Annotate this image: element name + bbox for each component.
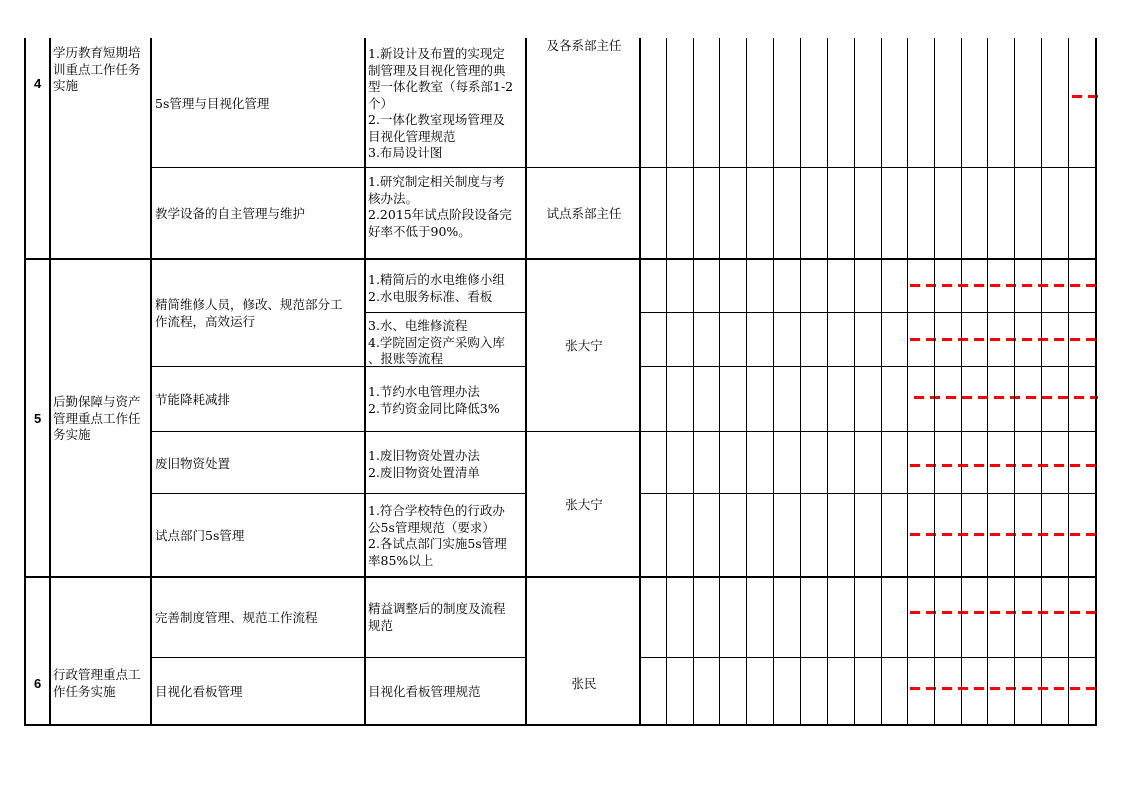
task-cell: 完善制度管理、规范工作流程 <box>155 610 318 625</box>
grid-line <box>150 167 1097 168</box>
output-cell: 1.研究制定相关制度与考 核办法。 2.2015年试点阶段设备完 好率不低于90%。 <box>368 174 512 239</box>
grid-line <box>150 657 526 658</box>
task-cell: 5s管理与目视化管理 <box>155 96 270 111</box>
output-cell: 3.水、电维修流程 4.学院固定资产采购入库 、报账等流程 <box>368 318 505 366</box>
task-cell: 目视化看板管理 <box>155 684 243 699</box>
task-cell: 废旧物资处置 <box>155 456 231 471</box>
grid-line <box>525 38 527 725</box>
grid-line <box>364 38 366 725</box>
row-number: 4 <box>34 76 42 91</box>
grid-line <box>773 38 774 725</box>
category-cell: 学历教育短期培 训重点工作任务 实施 <box>53 45 141 93</box>
grid-line <box>639 38 641 725</box>
grid-line <box>854 38 855 725</box>
grid-line <box>987 38 988 725</box>
grid-line <box>800 38 801 725</box>
grid-line <box>881 38 882 725</box>
category-cell: 行政管理重点工 作任务实施 <box>53 667 141 699</box>
schedule-bar <box>914 396 1098 399</box>
task-cell: 教学设备的自主管理与维护 <box>155 206 306 221</box>
owner-cell: 张大宁 <box>565 497 603 512</box>
schedule-bar <box>1072 95 1098 98</box>
grid-line <box>827 38 828 725</box>
grid-line <box>150 493 526 494</box>
task-cell: 节能降耗减排 <box>155 392 231 407</box>
grid-line <box>1068 38 1069 725</box>
schedule-bar <box>910 338 1098 341</box>
grid-line <box>639 366 1097 367</box>
output-cell: 1.精简后的水电维修小组 2.水电服务标准、看板 <box>368 272 505 304</box>
grid-line <box>746 38 747 725</box>
owner-cell: 张大宁 <box>565 338 603 353</box>
grid-line <box>150 431 1097 432</box>
grid-line <box>934 38 935 725</box>
grid-line <box>24 576 1097 578</box>
owner-cell: 张民 <box>571 676 597 691</box>
grid-line <box>639 657 1097 658</box>
schedule-bar <box>910 464 1098 467</box>
owner-cell: 及各系部主任 <box>546 38 622 53</box>
grid-line <box>666 38 667 725</box>
row-number: 6 <box>34 676 42 691</box>
grid-line <box>150 38 152 725</box>
grid-line <box>24 38 26 725</box>
output-cell: 目视化看板管理规范 <box>368 684 481 699</box>
owner-cell: 试点系部主任 <box>546 206 622 221</box>
grid-line <box>639 312 1097 313</box>
row-number: 5 <box>34 411 42 426</box>
task-cell: 精简维修人员，修改、规范部分工 作流程，高效运行 <box>155 297 343 329</box>
grid-line <box>719 38 720 725</box>
schedule-bar <box>910 611 1098 614</box>
grid-line <box>364 312 526 313</box>
grid-line <box>24 258 1097 260</box>
grid-line <box>24 724 1097 726</box>
output-cell: 1.新设计及布置的实现定 制管理及目视化管理的典 型一体化教室（每系部1-2 个） 2.一体化教室现场管理及 目视化管理规范 3.布局设计图 <box>368 46 514 160</box>
category-cell: 后勤保障与资产 管理重点工作任 务实施 <box>53 394 141 442</box>
grid-line <box>1095 38 1097 725</box>
grid-line <box>961 38 962 725</box>
grid-line <box>907 38 908 725</box>
output-cell: 1.节约水电管理办法 2.节约资金同比降低3% <box>368 384 500 416</box>
output-cell: 1.废旧物资处置办法 2.废旧物资处置清单 <box>368 448 480 480</box>
grid-line <box>1014 38 1015 725</box>
task-cell: 试点部门5s管理 <box>155 528 245 543</box>
schedule-bar <box>910 284 1098 287</box>
grid-line <box>639 493 1097 494</box>
output-cell: 精益调整后的制度及流程 规范 <box>368 601 506 633</box>
schedule-bar <box>910 687 1098 690</box>
grid-line <box>1041 38 1042 725</box>
schedule-bar <box>910 533 1098 536</box>
output-cell: 1.符合学校特色的行政办 公5s管理规范（要求） 2.各试点部门实施5s管理 率85%以上 <box>368 503 507 568</box>
grid-line <box>49 38 51 725</box>
grid-line <box>693 38 694 725</box>
